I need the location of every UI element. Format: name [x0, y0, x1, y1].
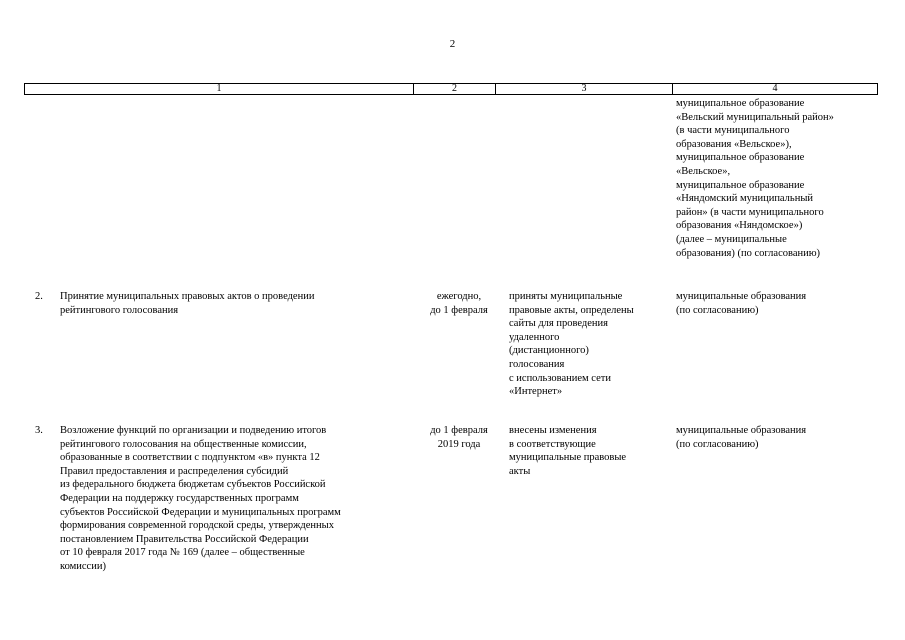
text-line: муниципальное образование — [676, 179, 805, 191]
text-line: сайты для проведения — [509, 318, 608, 330]
text-line: с использованием сети — [509, 372, 611, 384]
continuation-responsible — [676, 97, 834, 260]
header-col-4: 4 — [772, 83, 778, 94]
text-line: до 1 февраля — [430, 304, 488, 316]
text-line: голосования — [509, 358, 565, 370]
text-line: Принятие муниципальных правовых актов о проведении — [60, 291, 315, 302]
text-line: «Вельский муниципальный район» — [676, 111, 834, 123]
text-line: рейтингового голосования на общественные комиссии, — [60, 438, 307, 450]
text-line: правовые акты, определены — [509, 304, 634, 316]
text-line: (по согласованию) — [676, 304, 759, 316]
text-line: акты — [509, 465, 531, 477]
text-line: (в части муниципального — [676, 125, 790, 137]
row-3-result — [509, 424, 626, 478]
text-line: удаленного — [509, 331, 560, 343]
text-line: ежегодно, — [436, 291, 482, 302]
text-line: «Няндомский муниципальный — [676, 193, 814, 205]
text-line: приняты муниципальные — [509, 291, 623, 302]
text-line: (далее – муниципальные — [676, 233, 787, 245]
header-col-2: 2 — [414, 84, 496, 94]
text-line: «Интернет» — [509, 386, 563, 398]
text-line: комиссии) — [60, 560, 106, 572]
text-line: муниципальные правовые — [509, 452, 627, 464]
text-line: от 10 февраля 2017 года № 169 (далее – общественные — [60, 547, 305, 559]
text-line: (дистанционного) — [509, 345, 589, 357]
text-line: Правил предоставления и распределения субсидий — [60, 465, 289, 477]
header-col-3: 3 — [496, 84, 673, 94]
text-line: Федерации на поддержку государственных программ — [60, 492, 299, 504]
text-line: 2019 года — [437, 438, 481, 450]
text-line: образования «Няндомское») — [676, 220, 803, 232]
text-line: рейтингового голосования — [60, 304, 179, 316]
text-line: Возложение функций по организации и подведению итогов — [60, 425, 327, 436]
text-line: формирования современной городской среды, утвержденных — [60, 520, 334, 532]
text-line: образованные в соответствии с подпунктом «в» пункта 12 — [60, 452, 320, 464]
row-3-deadline — [418, 424, 500, 451]
text-line: муниципальное образование — [676, 152, 805, 164]
text-line: муниципальное образование — [676, 98, 805, 109]
text-line: внесены изменения — [509, 425, 597, 436]
row-2-responsible — [676, 290, 806, 317]
row-2-result — [509, 290, 634, 399]
text-line: субъектов Российской Федерации и муниципальных программ — [60, 506, 341, 518]
text-line: в соответствующие — [509, 438, 596, 450]
text-line: из федерального бюджета бюджетам субъектов Российской — [60, 479, 326, 491]
row-2-number: 2. — [35, 291, 43, 302]
text-line: образования) (по согласованию) — [676, 247, 821, 259]
table-header-row — [24, 83, 878, 95]
text-line: «Вельское», — [676, 165, 731, 177]
text-line: постановлением Правительства Российской Федерации — [60, 533, 309, 545]
page-number: 2 — [449, 38, 456, 50]
text-line: район» (в части муниципального — [676, 206, 824, 218]
row-3-number: 3. — [35, 425, 43, 436]
text-line: образования «Вельское»), — [676, 138, 792, 150]
row-3-description — [60, 424, 341, 574]
text-line: до 1 февраля — [430, 425, 488, 436]
row-3-responsible — [676, 424, 806, 451]
row-2-deadline — [418, 290, 500, 317]
text-line: муниципальные образования — [676, 425, 807, 436]
text-line: муниципальные образования — [676, 291, 807, 302]
text-line: (по согласованию) — [676, 438, 759, 450]
row-2-description — [60, 290, 314, 317]
header-col-1: 1 — [25, 84, 414, 94]
